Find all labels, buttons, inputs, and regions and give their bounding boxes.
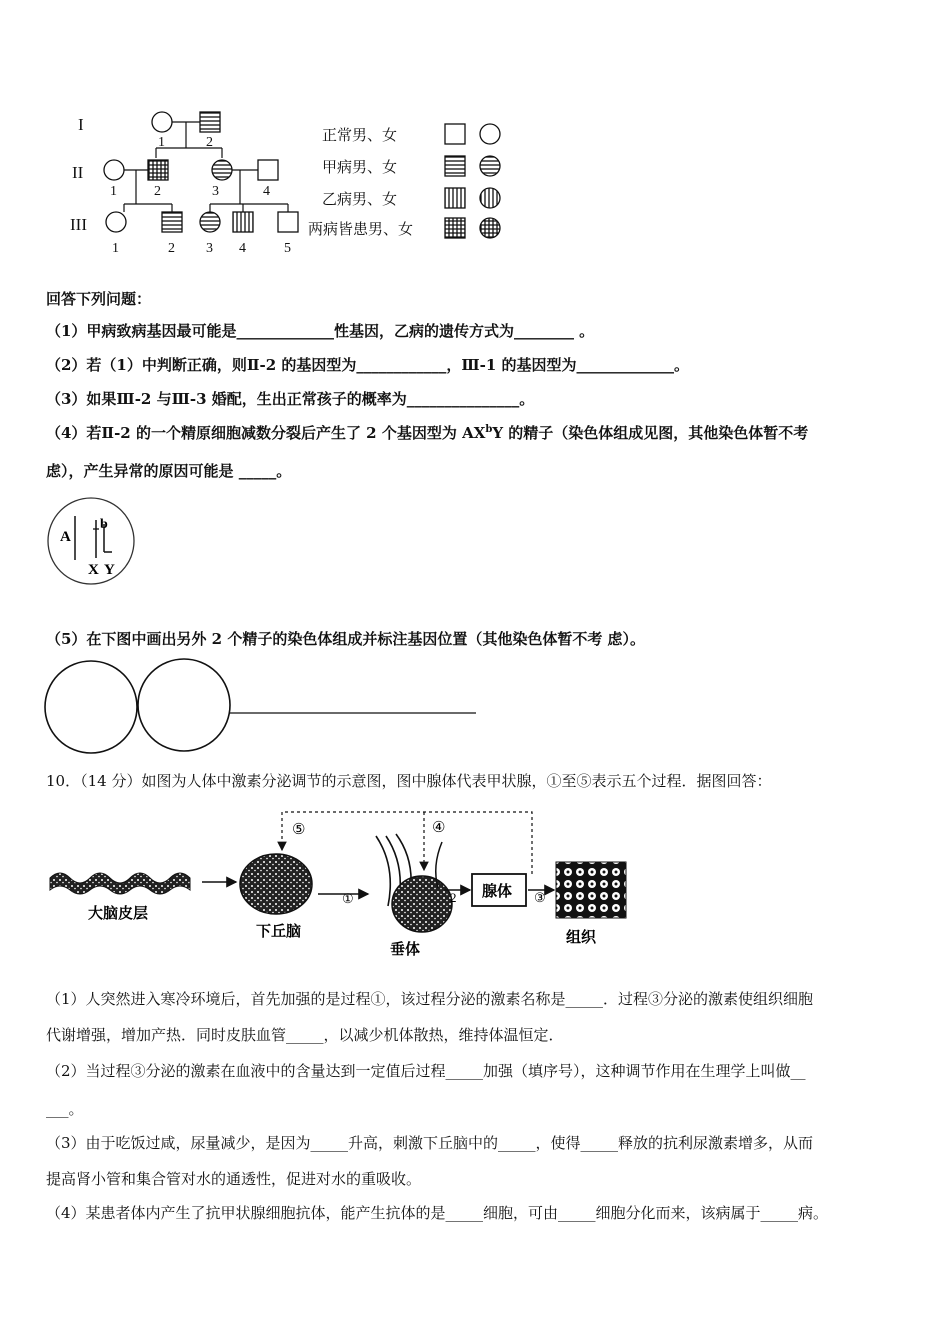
gen2-label-2: 2 — [154, 184, 161, 199]
gen-label-III: III — [70, 215, 87, 234]
drawing-circle-2[interactable] — [138, 659, 230, 751]
q10-part2a: （2）当过程③分泌的激素在血液中的含量达到一定值后过程_____加强（填序号），这种调节作用在生理学上叫做__ — [46, 1062, 806, 1080]
q9-part4a-post: Y 的精子（染色体组成见图，其他染色体暂不考 — [492, 424, 809, 442]
drawing-circles[interactable] — [44, 658, 480, 758]
gen3-male-4-affected-b — [233, 212, 253, 232]
gen2-label-4: 4 — [263, 184, 270, 199]
step-3-label: ③ — [534, 890, 546, 905]
step-1-label: ① — [342, 891, 354, 906]
gen1-label-1: 1 — [158, 135, 165, 150]
hypothalamus-label: 下丘脑 — [256, 924, 302, 940]
legend-disease-a: 甲病男、女 — [322, 158, 398, 176]
gen-label-I: I — [78, 115, 84, 134]
cortex-label: 大脑皮层 — [88, 906, 149, 922]
tissue-label: 组织 — [566, 930, 597, 946]
gen3-label-5: 5 — [284, 241, 291, 256]
step-4-label: ④ — [432, 820, 446, 836]
gen2-label-3: 3 — [212, 184, 219, 199]
gen3-female-3-affected-a — [200, 212, 220, 232]
q9-part4a-sup: b — [485, 424, 493, 435]
q9-part4b: 虑），产生异常的原因可能是 _____。 — [46, 462, 292, 480]
gen2-female-1 — [104, 160, 124, 180]
gen3-female-1 — [106, 212, 126, 232]
step-2-label: 2 — [450, 890, 457, 905]
q10-title: 10．（14 分）如图为人体中激素分泌调节的示意图，图中腺体代表甲状腺，①至⑤表示五个过程．据图回答： — [46, 772, 772, 790]
chrom-x-label: X — [88, 562, 99, 578]
q9-part3: （3）如果Ⅲ-2 与Ⅲ-3 婚配，生出正常孩子的概率为_______________。 — [46, 390, 535, 408]
gen1-female-1 — [152, 112, 172, 132]
gen3-male-2-affected-a — [162, 212, 182, 232]
q10-part2b: ___。 — [46, 1100, 84, 1118]
q9-part4a — [46, 422, 808, 443]
gen3-male-5 — [278, 212, 298, 232]
legend-both: 两病皆患男、女 — [308, 220, 414, 238]
legend-disease-b: 乙病男、女 — [322, 190, 398, 208]
q9-part1: （1）甲病致病基因最可能是_____________性基因，乙病的遗传方式为________ 。 — [46, 322, 595, 340]
gen3-label-2: 2 — [168, 241, 175, 256]
q9-part4a-pre: （4）若Ⅱ-2 的一个精原细胞减数分裂后产生了 2 个基因型为 AX — [46, 424, 486, 442]
q10-part3a: （3）由于吃饭过咸，尿量减少，是因为_____升高，刺激下丘脑中的_____，使得_____释放的抗利尿激素增多，从而 — [46, 1134, 814, 1152]
gene-a-label: A — [60, 529, 71, 545]
q9-part2: （2）若（1）中判断正确，则Ⅱ-2 的基因型为____________，Ⅲ-1 的基因型为_____________。 — [46, 356, 690, 374]
gen2-male-4 — [258, 160, 278, 180]
legend-symbols — [440, 120, 510, 240]
gen-label-II: II — [72, 163, 84, 182]
gen3-label-4: 4 — [239, 241, 246, 256]
q10-part4: （4）某患者体内产生了抗甲状腺细胞抗体，能产生抗体的是_____细胞，可由_____细胞分化而来，该病属于_____病。 — [46, 1204, 829, 1222]
sperm-cell-diagram — [46, 494, 136, 588]
gen3-label-1: 1 — [112, 241, 119, 256]
gen2-label-1: 1 — [110, 184, 117, 199]
gen1-male-2-affected-a — [200, 112, 220, 132]
gland-label: 腺体 — [482, 884, 513, 900]
chrom-y-label: Y — [104, 562, 115, 578]
gen2-female-3-affected-a — [212, 160, 232, 180]
legend-normal: 正常男、女 — [322, 126, 398, 144]
drawing-circle-1[interactable] — [45, 661, 137, 753]
step-5-label: ⑤ — [292, 822, 306, 838]
q10-part1a: （1）人突然进入寒冷环境后，首先加强的是过程①，该过程分泌的激素名称是_____．过程③分泌的激素使组织细胞 — [46, 990, 814, 1008]
hormone-regulation-diagram — [46, 806, 646, 966]
gen3-label-3: 3 — [206, 241, 213, 256]
q10-part1b: 代谢增强，增加产热．同时皮肤血管_____，以减少机体散热，维持体温恒定． — [46, 1026, 564, 1044]
gen1-label-2: 2 — [206, 135, 213, 150]
gene-b-label: b — [100, 517, 108, 532]
gen2-male-2-both — [148, 160, 168, 180]
q9-intro: 回答下列问题： — [46, 290, 152, 308]
pituitary-label: 垂体 — [390, 942, 421, 958]
q9-part5: （5）在下图中画出另外 2 个精子的染色体组成并标注基因位置（其他染色体暂不考 虑）。 — [46, 630, 646, 648]
q10-part3b: 提高肾小管和集合管对水的通透性，促进对水的重吸收。 — [46, 1170, 422, 1188]
